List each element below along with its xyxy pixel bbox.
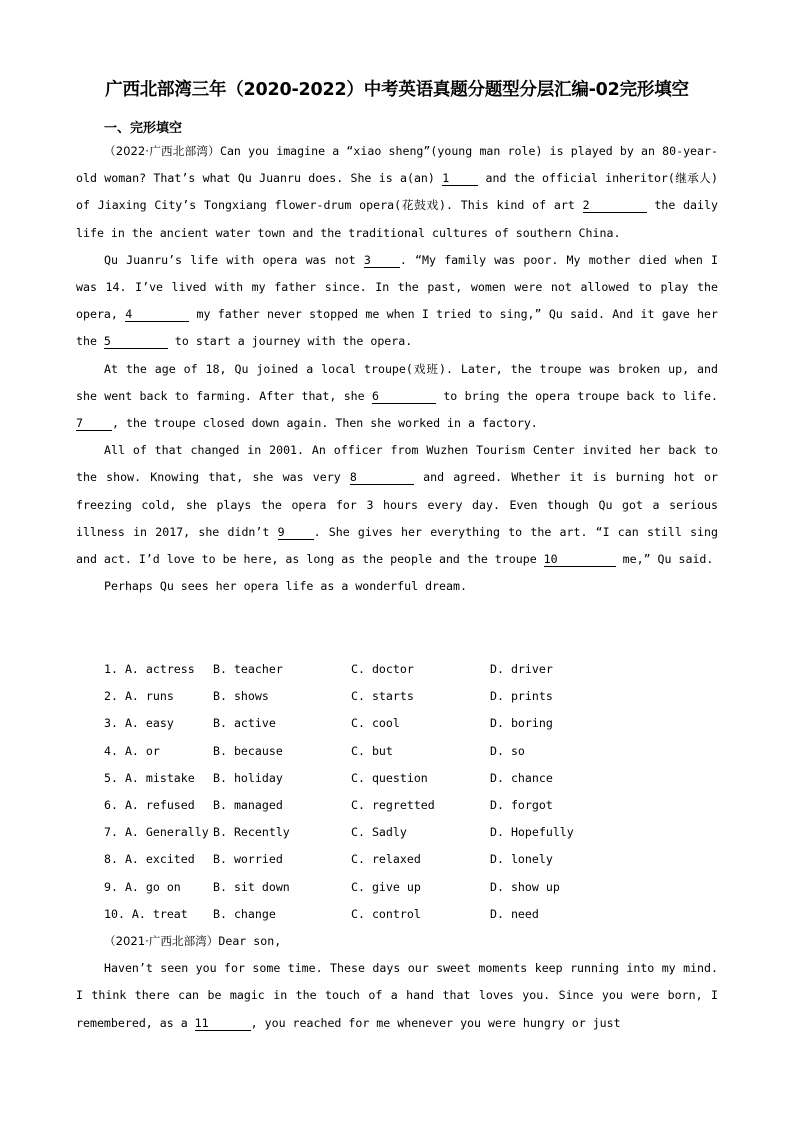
option-c: C. cool xyxy=(351,716,400,731)
option-a: 8. A. excited xyxy=(104,852,195,867)
option-b: B. worried xyxy=(213,852,283,867)
option-c: C. relaxed xyxy=(351,852,421,867)
option-d: D. so xyxy=(490,743,525,758)
option-a: 2. A. runs xyxy=(104,689,174,704)
option-b: B. teacher xyxy=(213,662,283,676)
passage-2-heading xyxy=(76,928,718,955)
option-a: 3. A. easy xyxy=(104,716,174,731)
option-c: C. control xyxy=(351,906,421,921)
option-a: 5. A. mistake xyxy=(104,770,195,785)
blank-3: 3 xyxy=(364,253,400,268)
option-d: D. driver xyxy=(490,662,553,676)
option-c: C. regretted xyxy=(351,797,435,812)
blank-9: 9 xyxy=(278,525,314,540)
option-b: B. active xyxy=(213,716,276,731)
option-c: C. starts xyxy=(351,689,414,704)
passage-2 xyxy=(76,928,718,1037)
option-d: D. forgot xyxy=(490,797,553,812)
option-b: B. change xyxy=(213,906,276,921)
passage-2-paragraph-1: Haven’t seen you for some time. These days our sweet moments keep running into my mind. I think there can be magic in the touch of a hand that loves you. Since you were born, I remembered, as a 11 , you reached for me whenever you were hungry or just xyxy=(76,961,718,1030)
option-d: D. lonely xyxy=(490,852,553,867)
option-d: D. boring xyxy=(490,716,553,731)
blank-10: 10 xyxy=(544,552,616,567)
blank-8: 8 xyxy=(350,470,414,485)
blank-7: 7 xyxy=(76,416,112,431)
option-a: 6. A. refused xyxy=(104,797,195,812)
section-heading: 一、完形填空 xyxy=(104,121,183,136)
letter-greeting: Dear son, xyxy=(218,934,282,948)
source-label: （2022·广西北部湾） xyxy=(104,144,220,158)
option-a: 10. A. treat xyxy=(104,906,188,921)
option-a: 1. A. actress xyxy=(104,662,195,676)
option-b: B. holiday xyxy=(213,770,283,785)
option-a: 7. A. Generally xyxy=(104,825,209,840)
passage-1-paragraph-1: （2022·广西北部湾）Can you imagine a “xiao sheng”(young man role) is played by an 80-year-old woman? That’s what Qu Juanru does. She is a(an) 1 and the official inheritor(继承人) of Jiaxing City’s Tongxiang flower-drum opera(花鼓戏). This kind of art 2 the daily life in the ancient water town and the traditional cultures of southern China. xyxy=(76,144,718,240)
passage-1-paragraph-4: All of that changed in 2001. An officer from Wuzhen Tourism Center invited her back to the show. Knowing that, she was very 8 and agreed. Whether it is burning hot or freezing cold, she plays the opera for 3 hours every day. Even though Qu got a serious illness in 2017, she didn’t 9 . She gives her everything to the art. “I can still sing and act. I’d love to be here, as long as the people and the troupe 10 me,” Qu said. xyxy=(76,443,718,567)
blank-11: 11 xyxy=(195,1016,251,1031)
blank-4: 4 xyxy=(125,307,189,322)
option-b: B. Recently xyxy=(213,825,290,840)
option-a: 9. A. go on xyxy=(104,879,181,894)
blank-2: 2 xyxy=(583,198,647,213)
option-c: C. but xyxy=(351,743,393,758)
passage-1-paragraph-2: Qu Juanru’s life with opera was not 3 . “My family was poor. My mother died when I was 14. I’ve lived with my father since. In the past, women were not allowed to play the opera, 4 my father never stopped me when I tried to sing,” Qu said. And it gave her the 5 to start a journey with the opera. xyxy=(76,252,719,349)
passage-1-paragraph-5: Perhaps Qu sees her opera life as a wonderful dream. xyxy=(104,579,467,594)
blank-6: 6 xyxy=(372,389,436,404)
option-c: C. give up xyxy=(351,879,421,894)
option-b: B. shows xyxy=(213,689,269,704)
option-c: C. question xyxy=(351,770,428,785)
option-c: C. doctor xyxy=(351,662,414,676)
option-d: D. show up xyxy=(490,879,560,894)
option-b: B. because xyxy=(213,743,283,758)
blank-5: 5 xyxy=(104,334,168,349)
document-title: 广西北部湾三年（2020-2022）中考英语真题分题型分层汇编-02完形填空 xyxy=(105,80,689,100)
passage-1 xyxy=(76,138,718,600)
option-d: D. need xyxy=(490,906,539,921)
option-b: B. managed xyxy=(213,797,283,812)
passage-1-paragraph-3: At the age of 18, Qu joined a local troupe(戏班). Later, the troupe was broken up, and she went back to farming. After that, she 6 to bring the opera troupe back to life. 7 , the troupe closed down again. Then she worked in a factory. xyxy=(76,361,718,431)
option-d: D. chance xyxy=(490,770,553,785)
option-b: B. sit down xyxy=(213,879,290,894)
blank-1: 1 xyxy=(442,171,478,186)
option-c: C. Sadly xyxy=(351,825,407,840)
option-d: D. prints xyxy=(490,689,553,704)
option-d: D. Hopefully xyxy=(490,825,574,840)
option-a: 4. A. or xyxy=(104,743,160,758)
source-label: （2021·广西北部湾） xyxy=(104,934,219,948)
